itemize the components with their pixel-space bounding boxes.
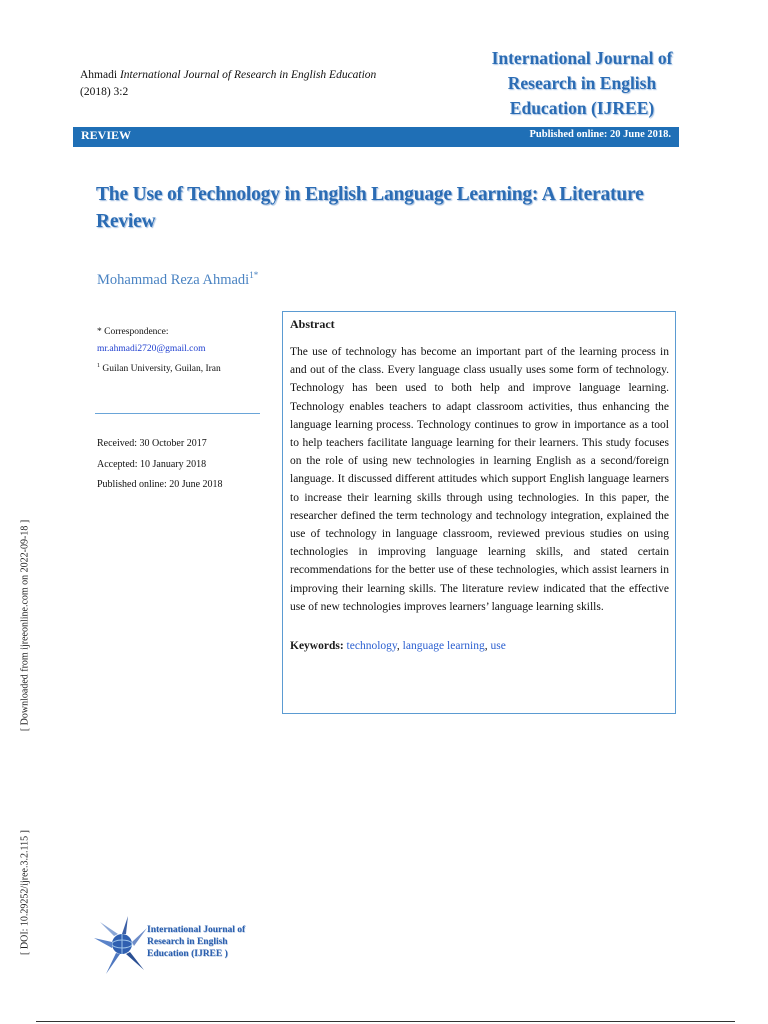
affiliation bbox=[97, 358, 272, 378]
doi-margin-note: [ DOI: 10.29252/ijree.3.2.115 ] bbox=[19, 830, 31, 955]
affiliation-sup: 1 bbox=[97, 363, 100, 369]
correspondence-label: * Correspondence: bbox=[97, 327, 169, 337]
logo-line: Education (IJREE ) bbox=[147, 949, 228, 959]
keyword-link[interactable]: use bbox=[490, 640, 506, 652]
published-date-banner: Published online: 20 June 2018. bbox=[529, 129, 671, 140]
section-band bbox=[73, 127, 679, 147]
author-name: Mohammad Reza Ahmadi bbox=[97, 271, 250, 288]
affiliation-text: Guilan University, Guilan, Iran bbox=[102, 364, 221, 375]
published-date: Published online: 20 June 2018 bbox=[97, 479, 223, 490]
dates-block bbox=[97, 434, 223, 496]
author-sup: 1* bbox=[249, 270, 259, 280]
keywords-line: Keywords: technology, language learning, use bbox=[290, 640, 506, 652]
downloaded-margin-note: [ Downloaded from ijreeonline.com on 2022-09-18 ] bbox=[19, 519, 31, 732]
author-line bbox=[97, 270, 258, 289]
divider bbox=[95, 413, 260, 414]
received-date: Received: 30 October 2017 bbox=[97, 438, 207, 449]
keywords-label: Keywords: bbox=[290, 640, 344, 652]
header-author: Ahmadi bbox=[80, 69, 118, 81]
masthead-line: Education (IJREE) bbox=[509, 98, 655, 118]
logo-line: Research in English bbox=[147, 937, 228, 947]
abstract-box bbox=[282, 311, 676, 714]
logo-line: International Journal of bbox=[147, 925, 246, 935]
correspondence-block bbox=[97, 324, 272, 378]
correspondence-email-link[interactable]: mr.ahmadi2720@gmail.com bbox=[97, 344, 206, 354]
keyword-link[interactable]: language learning bbox=[402, 640, 485, 652]
journal-logo bbox=[92, 912, 252, 976]
keyword-link[interactable]: technology bbox=[346, 640, 397, 652]
abstract-text: The use of technology has become an important part of the learning process in and out of the class. Every language class usually uses some form of technology. Technology has been used to both help and improve language learning. Technology enables teachers to adapt classroom activities, thus enhancing the language learning process. Technology continues to grow in importance as a tool to help teachers facilitate language learning for their learners. This study focuses on the role of using new technologies in learning English as a second/foreign language. It discussed different attitudes which support English language learners to increase their learning skills through using technologies. In this paper, the researcher defined the term technology and technology integration, explained the use of technology in language classroom, reviewed previous studies on using technologies in improving language learning skills, and stated certain recommendations for the better use of these technologies, which assist learners in improving their learning skills. The literature review indicated that the effective use of new technologies improves learners’ language learning skills. bbox=[290, 346, 669, 613]
journal-masthead bbox=[484, 46, 680, 121]
footer-rule bbox=[36, 1021, 735, 1022]
section-label: REVIEW bbox=[81, 128, 132, 142]
header-journal: International Journal of Research in English Education bbox=[119, 69, 377, 81]
globe-logo-icon bbox=[92, 912, 148, 976]
abstract-heading: Abstract bbox=[290, 317, 335, 331]
masthead-line: Research in English bbox=[507, 73, 657, 93]
running-header bbox=[80, 67, 376, 101]
article-title: The Use of Technology in English Language Learning: A Literature Review bbox=[96, 184, 644, 232]
masthead-line: International Journal of bbox=[491, 48, 673, 68]
header-issue: (2018) 3:2 bbox=[80, 86, 129, 98]
accepted-date: Accepted: 10 January 2018 bbox=[97, 458, 207, 470]
logo-text bbox=[147, 924, 245, 960]
